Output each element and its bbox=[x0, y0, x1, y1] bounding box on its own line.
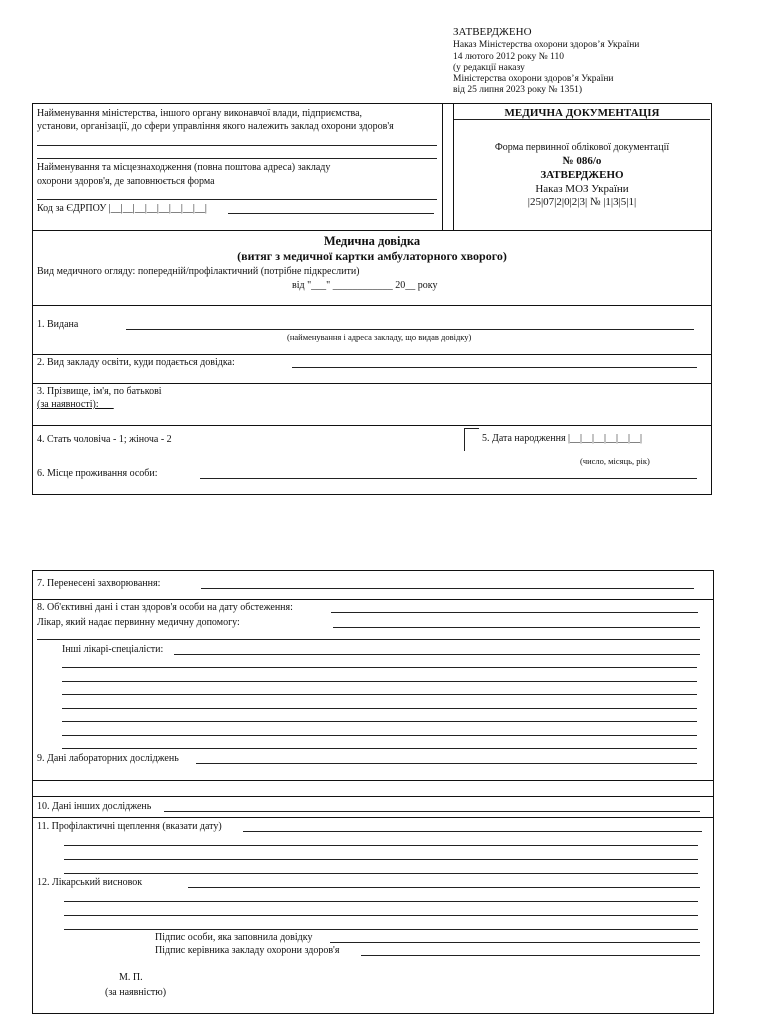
sex-checkbox[interactable] bbox=[464, 428, 479, 451]
vaccination-label: 11. Профілактичні щеплення (вказати дату) bbox=[37, 821, 222, 832]
sign-person-field[interactable] bbox=[330, 942, 700, 943]
school-label: 2. Вид закладу освіти, куди подається довідка: bbox=[37, 357, 235, 368]
residence-label: 6. Місце проживання особи: bbox=[37, 468, 158, 479]
approval-line: Наказ Міністерства охорони здоров’я України bbox=[453, 40, 640, 50]
name-label-note[interactable]: (за наявності):___ bbox=[37, 399, 114, 410]
facility-label: Найменування та місцезнаходження (повна поштова адреса) закладу bbox=[37, 162, 331, 173]
date-line[interactable]: від "___" ____________ 20__ року bbox=[292, 280, 438, 291]
form-label: Форма первинної облікової документації bbox=[494, 142, 670, 153]
document-title: Медична довідка bbox=[323, 234, 421, 248]
sign-head-label: Підпис керівника закладу охорони здоров'я bbox=[155, 945, 340, 956]
specialists-label: Інші лікарі-спеціалісти: bbox=[62, 644, 164, 655]
ministry-field[interactable] bbox=[37, 145, 437, 146]
ministry-label: установи, організації, до сфери управління якого належить заклад охорони здоров'я bbox=[37, 121, 394, 132]
sex-label: 4. Стать чоловіча - 1; жіноча - 2 bbox=[37, 434, 172, 445]
name-label: 3. Прізвище, ім'я, по батькові bbox=[37, 386, 162, 397]
doctor-field-2[interactable] bbox=[37, 639, 700, 640]
ministry-field-2[interactable] bbox=[37, 158, 437, 159]
school-field[interactable] bbox=[292, 367, 697, 368]
doctor-field[interactable] bbox=[333, 627, 700, 628]
approval-line: Міністерства охорони здоров’я України bbox=[453, 74, 614, 84]
ministry-label: Найменування міністерства, іншого органу виконавчої влади, підприємства, bbox=[37, 108, 363, 119]
form-order: Наказ МОЗ України bbox=[535, 183, 629, 195]
form-number: № 086/о bbox=[562, 155, 602, 167]
approval-line: 14 лютого 2012 року № 110 bbox=[453, 52, 564, 62]
approval-line: від 25 липня 2023 року № 1351) bbox=[453, 85, 583, 95]
form-approved: ЗАТВЕРДЖЕНО bbox=[540, 169, 624, 181]
stamp-note: (за наявністю) bbox=[105, 987, 167, 998]
form-order-number: |25|07|2|0|2|3| № |1|3|5|1| bbox=[527, 196, 637, 208]
doctor-label: Лікар, який надає первинну медичну допомогу: bbox=[37, 617, 240, 628]
facility-label: охорони здоров'я, де заповнюється форма bbox=[37, 176, 215, 187]
issued-field[interactable] bbox=[126, 329, 694, 330]
specialists-field[interactable] bbox=[174, 654, 700, 655]
residence-field[interactable] bbox=[200, 478, 697, 479]
medical-doc-title: МЕДИЧНА ДОКУМЕНТАЦІЯ bbox=[504, 107, 660, 119]
document-subtitle: (витяг з медичної картки амбулаторного хворого) bbox=[237, 249, 507, 263]
objective-label: 8. Об'єктивні дані і стан здоров'я особи на дату обстеження: bbox=[37, 602, 293, 613]
issued-label: 1. Видана bbox=[37, 319, 79, 330]
objective-field[interactable] bbox=[331, 612, 698, 613]
edrpou-label: Код за ЄДРПОУ |__|__|__|__|__|__|__|__| bbox=[37, 203, 207, 214]
diseases-label: 7. Перенесені захворювання: bbox=[37, 578, 161, 589]
sign-person-label: Підпис особи, яка заповнила довідку bbox=[155, 932, 313, 943]
conclusion-label: 12. Лікарський висновок bbox=[37, 877, 143, 888]
diseases-field[interactable] bbox=[201, 588, 694, 589]
lab-field[interactable] bbox=[196, 763, 697, 764]
approval-title: ЗАТВЕРДЖЕНО bbox=[453, 26, 532, 38]
edrpou-field[interactable] bbox=[228, 213, 434, 214]
conclusion-field[interactable] bbox=[188, 887, 700, 888]
approval-line: (у редакції наказу bbox=[453, 63, 525, 73]
stamp-label: М. П. bbox=[119, 972, 143, 983]
facility-field[interactable] bbox=[37, 199, 437, 200]
birth-date-label[interactable]: 5. Дата народження |__|__|__|__|__|__| bbox=[482, 433, 643, 444]
lab-label: 9. Дані лабораторних досліджень bbox=[37, 753, 179, 764]
birth-date-hint: (число, місяць, рік) bbox=[580, 456, 650, 466]
other-label: 10. Дані інших досліджень bbox=[37, 801, 152, 812]
sign-head-field[interactable] bbox=[361, 955, 700, 956]
vaccination-field[interactable] bbox=[243, 831, 702, 832]
issued-hint: (найменування і адреса закладу, що видав довідку) bbox=[287, 332, 472, 342]
other-field[interactable] bbox=[164, 811, 700, 812]
exam-type-label: Вид медичного огляду: попередній/профілактичний (потрібне підкреслити) bbox=[37, 266, 360, 277]
